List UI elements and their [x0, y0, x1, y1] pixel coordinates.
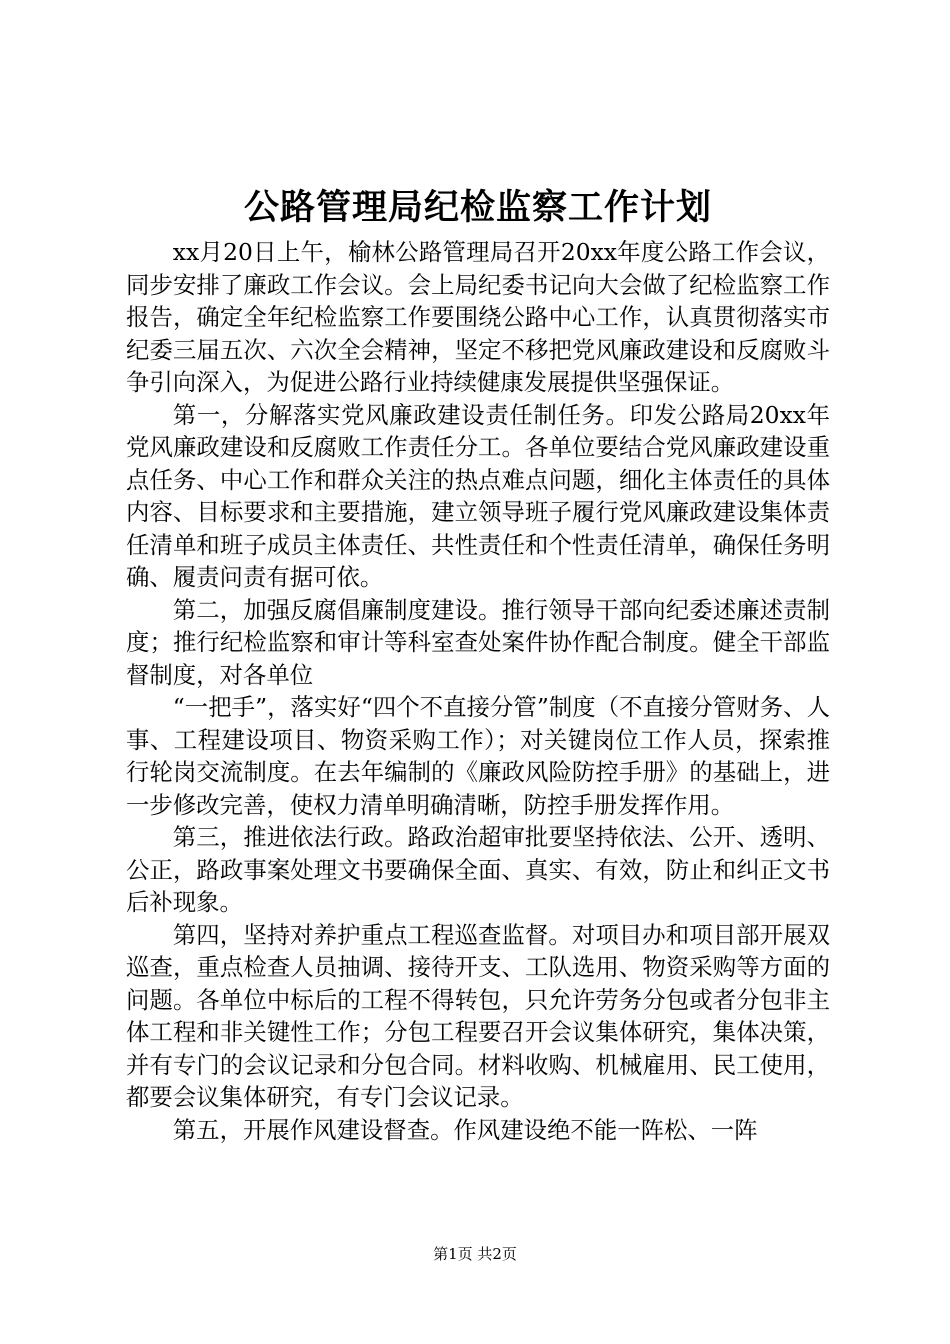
paragraph-first: 第一，分解落实党风廉政建设责任制任务。印发公路局20xx年党风廉政建设和反腐败工作责任分工。各单位要结合党风廉政建设重点任务、中心工作和群众关注的热点难点问题，细化主体责任的具体内容、目标要求和主要措施，建立领导班子履行党风廉政建设集体责任清单和班子成员主体责任、共性责任和个性责任清单，确保任务明确、履责问责有据可依。: [126, 400, 830, 591]
document-title: 公路管理局纪检监察工作计划: [243, 187, 712, 228]
page-number-footer: 第1页 共2页: [433, 1245, 517, 1263]
paragraph-fifth: 第五，开展作风建设督查。作风建设绝不能一阵松、一阵: [172, 1115, 758, 1144]
document-body: [126, 236, 830, 1146]
paragraph-second: 第二，加强反腐倡廉制度建设。推行领导干部向纪委述廉述责制度；推行纪检监察和审计等科室查处案件协作配合制度。健全干部监督制度，对各单位: [126, 595, 830, 689]
paragraph-second-cont: “一把手”，落实好“四个不直接分管”制度（不直接分管财务、人事、工程建设项目、物资采购工作）；对关键岗位工作人员，探索推行轮岗交流制度。在去年编制的《廉政风险防控手册》的基础上，进一步修改完善，使权力清单明确清晰，防控手册发挥作用。: [126, 693, 830, 819]
paragraph-fourth: 第四，坚持对养护重点工程巡查监督。对项目办和项目部开展双巡查，重点检查人员抽调、接待开支、工队选用、物资采购等方面的问题。各单位中标后的工程不得转包，只允许劳务分包或者分包非主体工程和非关键性工作；分包工程要召开会议集体研究，集体决策，并有专门的会议记录和分包合同。材料收购、机械雇用、民工使用，都要会议集体研究，有专门会议记录。: [126, 920, 830, 1111]
paragraph-intro: xx月20日上午，榆林公路管理局召开20xx年度公路工作会议，同步安排了廉政工作会议。会上局纪委书记向大会做了纪检监察工作报告，确定全年纪检监察工作要围绕公路中心工作，认真贯彻落实市纪委三届五次、六次全会精神，坚定不移把党风廉政建设和反腐败斗争引向深入，为促进公路行业持续健康发展提供坚强保证。: [126, 238, 830, 396]
paragraph-third: 第三，推进依法行政。路政治超审批要坚持依法、公开、透明、公正，路政事案处理文书要确保全面、真实、有效，防止和纠正文书后补现象。: [126, 823, 830, 916]
